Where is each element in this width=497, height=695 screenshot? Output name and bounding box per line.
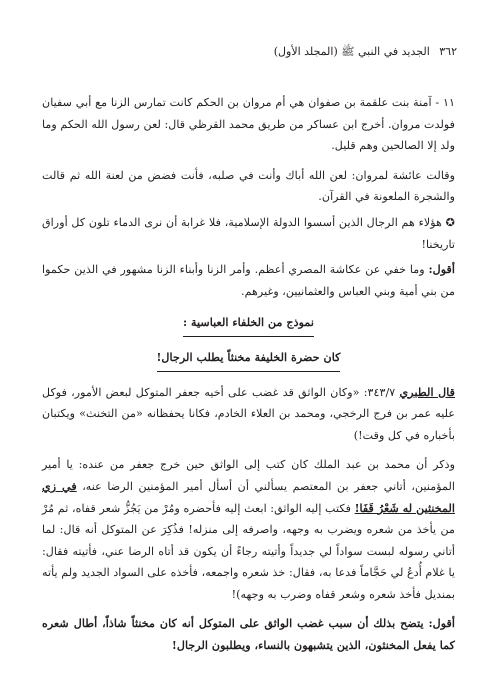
paragraph-tabari — [42, 382, 455, 447]
tabari-lead: قال الطبري — [399, 384, 456, 399]
subsection-heading-text: كان حضرة الخليفة مخنثاً يطلب الرجال! — [157, 347, 341, 372]
running-title: الجديد في النبي ﷺ (المجلد الأول) — [273, 45, 430, 58]
paragraph-founders: ✪ هؤلاء هم الرجال الذين أسسوا الدولة الإسلامية، فلا غرابة أن نرى الدماء تلون كل أوراق تاريخنا! — [42, 215, 455, 251]
section-heading-text: نموذج من الخلفاء العباسية : — [183, 312, 314, 337]
paragraph-amina: ١١ - آمنة بنت علقمة بن صفوان هي أم مروان بن الحكم كانت تمارس الزنا مع أبي سفيان فولدت مروان. أخرج ابن عساكر من طريق محمد القرظي قال: لعن رسول الله الحكم وما ولد إلا الصالحين وهم قليل. — [42, 96, 455, 153]
narration-rest: فكتب إليه الواثق: ابعث إليه فأحضره ومُرْ من يَجُزُّ شعر قفاه، ثم مُرْ من يأخذ من شعره ويضرب به وجهه، واصرفه إلى منزله! فذُكِرَ عن المتوكل أنه قال: لما أتاني رسوله لبست سواداً لي جديداً وأتيته رجاءً أن يكون قد أتاه الرضا عني، فأتيته فقال: يا غلام أُدعُ لي حَجَّاماً فدعا به، فقال: خذ شعره واجمعه، فأخذه على السواد الجديد ولم يأته بمنديل فأخذ شعره وشعر قفاه وضرب به وجهه)! — [42, 501, 455, 601]
paragraph-comment — [42, 259, 455, 302]
section-heading — [42, 312, 455, 337]
paragraph-aisha: وقالت عائشة لمروان: لعن الله أباك وأنت في صلبه، فأنت فضض من لعنة الله ثم قالت والشجرة الملعونة في القرآن. — [42, 168, 455, 204]
paragraph-conclusion: أقول: يتضح بذلك أن سبب غضب الواثق على المتوكل أنه كان مخنثاً شاذاً، أطال شعره كما يفعل المخنثون، الذين يتشبهون بالنساء، ويطلبون الرجال! — [42, 616, 455, 653]
paragraph-narration — [42, 454, 455, 605]
tabari-text: ٣٤٣/٧: «وكان الواثق قد غضب على أخيه جعفر المتوكل لبعض الأمور، فوكل عليه عمر بن فرج الرخجي، ومحمد بن العلاء الخادم، فكانا يحفظانه «من التخنث» ويكتبان بأخباره في كل وقت!) — [42, 385, 455, 442]
page-number: ٣٦٢ — [439, 45, 457, 58]
running-header — [60, 41, 457, 63]
page-body — [42, 92, 455, 665]
comment-lead: أقول: — [428, 262, 455, 277]
narration-underlined: في زي المخنثين له شَعْرُ قَفَا! — [42, 478, 455, 515]
subsection-heading — [42, 347, 455, 372]
comment-text: وما خفي عن عكاشة المصري أعظم. وأمر الزنا وأبناء الزنا مشهور في الذين حكموا من بني أمية وبني العباس والعثمانيين، وغيرهم. — [42, 263, 455, 298]
narration-start: وذكر أن محمد بن عبد الملك كان كتب إلى الواثق حين خرج جعفر من عنده: يا أمير المؤمنين، أتاني جعفر بن المعتصم يسألني أن أسأل أمير المؤمنين الرضا عنه، — [42, 458, 455, 493]
